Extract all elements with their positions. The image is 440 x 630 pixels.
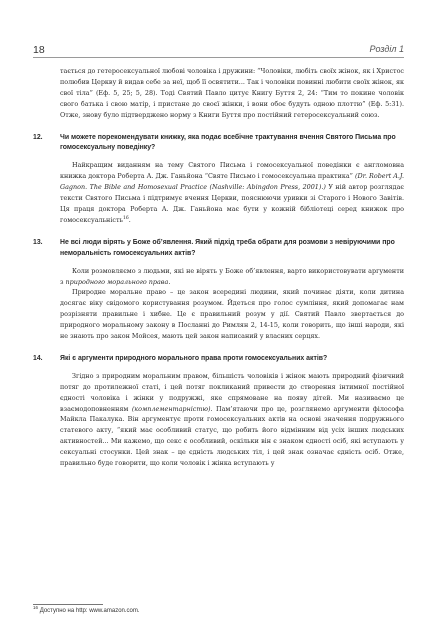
- paragraph-pakaluk-argument: Згідно з природним моральним правом, більшість чоловіків і жінок мають природний фізичний потяг до протилежної статі, і цей потяг покликаний привести до створення інтимної постійної єдності чоловіка і жінки у подружжі, яке спрямоване на появу дітей. Ми називаємо це взаємодоповненням (комплементарністю). Пам’ятаючи про це, розглянемо аргументи філософа Майкла Пакалука. Він аргументує проти гомосексуальних актів на основі значення подружнього статевого акту, “який має особливий статус, що робить його відмінним від усіх інших людських активностей... Ми кажемо, що секс є особливий, оскільки він є знаком єдності осіб, які вступають у сексуальні стосунки. Цей знак – це єдність людських тіл, і цей знак означає єдність осіб. Отже, правильно буде говорити, що коли чоловік і жінка вступають у: [60, 371, 404, 468]
- italic-fragment: природного морального права: [65, 277, 169, 286]
- question-number: 12.: [33, 133, 43, 141]
- question-heading: [33, 354, 404, 365]
- question-number: 14.: [33, 354, 43, 362]
- section-title: Розділ 1: [369, 44, 404, 54]
- footnote: [33, 605, 140, 614]
- page-body: [33, 66, 405, 469]
- footnote-text: Доступно на http: www.amazon.com.: [39, 608, 140, 614]
- paragraph-text: Найкращим виданням на тему Святого Письма і гомосексуальної поведінки є англомовна книжка доктора Роберта А. Дж. Ганьйона “Святе Письмо і гомосексуальна практика” (Dr. Robert A.J. Gagnon. The Bible and Homosexual Practice (Nashville: Abingdon Press, 2001).) У ній автор розглядає тексти Святого Письма і підтримує вчення Церкви, пояснюючи уривки зі Старого і Нового Завітів. Ця праця доктора Роберта А. Дж. Ганьйона має бути у кожній бібліотеці серед книжок про гомосексуальність: [60, 161, 404, 224]
- question-heading: [33, 238, 404, 260]
- question-heading: [33, 133, 404, 155]
- paragraph-natural-law-intro: Коли розмовляємо з людьми, які не вірять у Боже об’явлення, варто використовувати аргументи з природного морального права.: [60, 266, 404, 286]
- question-text: Які є аргументи природного морального права проти гомосексуальних актів?: [60, 354, 328, 362]
- question-text: Чи можете порекомендувати книжку, яка подає всебічне трактування вчення Святого Письма про гомосексуальну поведінку?: [60, 133, 396, 152]
- page-number: 18: [33, 44, 45, 56]
- question-number: 13.: [33, 238, 43, 246]
- paragraph-continued: тається до гетеросексуальної любові чоловіка і дружини: “Чоловіки, любіть своїх жінок, як і Христос полюбив Церкву й видав себе за неї, щоб її освятити... Так і чоловіки повинні любити своїх жінок, як свої тіла” (Еф. 5, 25; 5, 28). Тоді Святий Павло цитує Книгу Буття 2, 24: “Тим то покине чоловік свого батька і свою матір, і пристане до своєї жінки, і вони обоє будуть одною плоттю” (Еф. 5:31). Отже, знову було підтверджено норму з Книги Буття про постійний гетеросексуальний союз.: [60, 67, 405, 119]
- question-text: Не всі люди вірять у Боже об’явлення. Який підхід треба обрати для розмови з невіруючими про неморальність гомосексуальних актів?: [60, 238, 395, 257]
- paragraph-natural-law: Природне моральне право – це закон всередині людини, який починає діяти, коли дитина досягає віку свідомого користування розумом. Йдеться про голос сумління, який допомагає нам розрізняти правильне і хибне. Це є правильний розум у дії. Святий Павло звертається до природного моральному закону в Посланні до Римлян 2, 14-15, коли говорить, що інші народи, які не знають про закон Мойсея, мають цей закон написаний у власних серцях.: [60, 288, 404, 341]
- footnote-divider: [33, 604, 103, 605]
- italic-fragment: (Dr. Robert A.J. Gagnon. The Bible and Homosexual Practice (Nashville: Abingdon Press, 2001).): [60, 172, 404, 192]
- paragraph-book-recommendation: Найкращим виданням на тему Святого Письма і гомосексуальної поведінки є англомовна книжка доктора Роберта А. Дж. Ганьйона “Святе Письмо і гомосексуальна практика” (Dr. Robert A.J. Gagnon. The Bible and Homosexual Practice (Nashville: Abingdon Press, 2001).) У ній автор розглядає тексти Святого Письма і підтримує вчення Церкви, пояснюючи уривки зі Старого і Нового Завітів. Ця праця доктора Роберта А. Дж. Ганьйона має бути у кожній бібліотеці серед книжок про гомосексуальність$^{16}$.: [60, 161, 404, 224]
- italic-fragment: (комплементарністю): [131, 404, 211, 413]
- footnote-mark: 16: [33, 605, 39, 610]
- page-header: [33, 44, 404, 58]
- footnote-reference: 16: [122, 215, 129, 221]
